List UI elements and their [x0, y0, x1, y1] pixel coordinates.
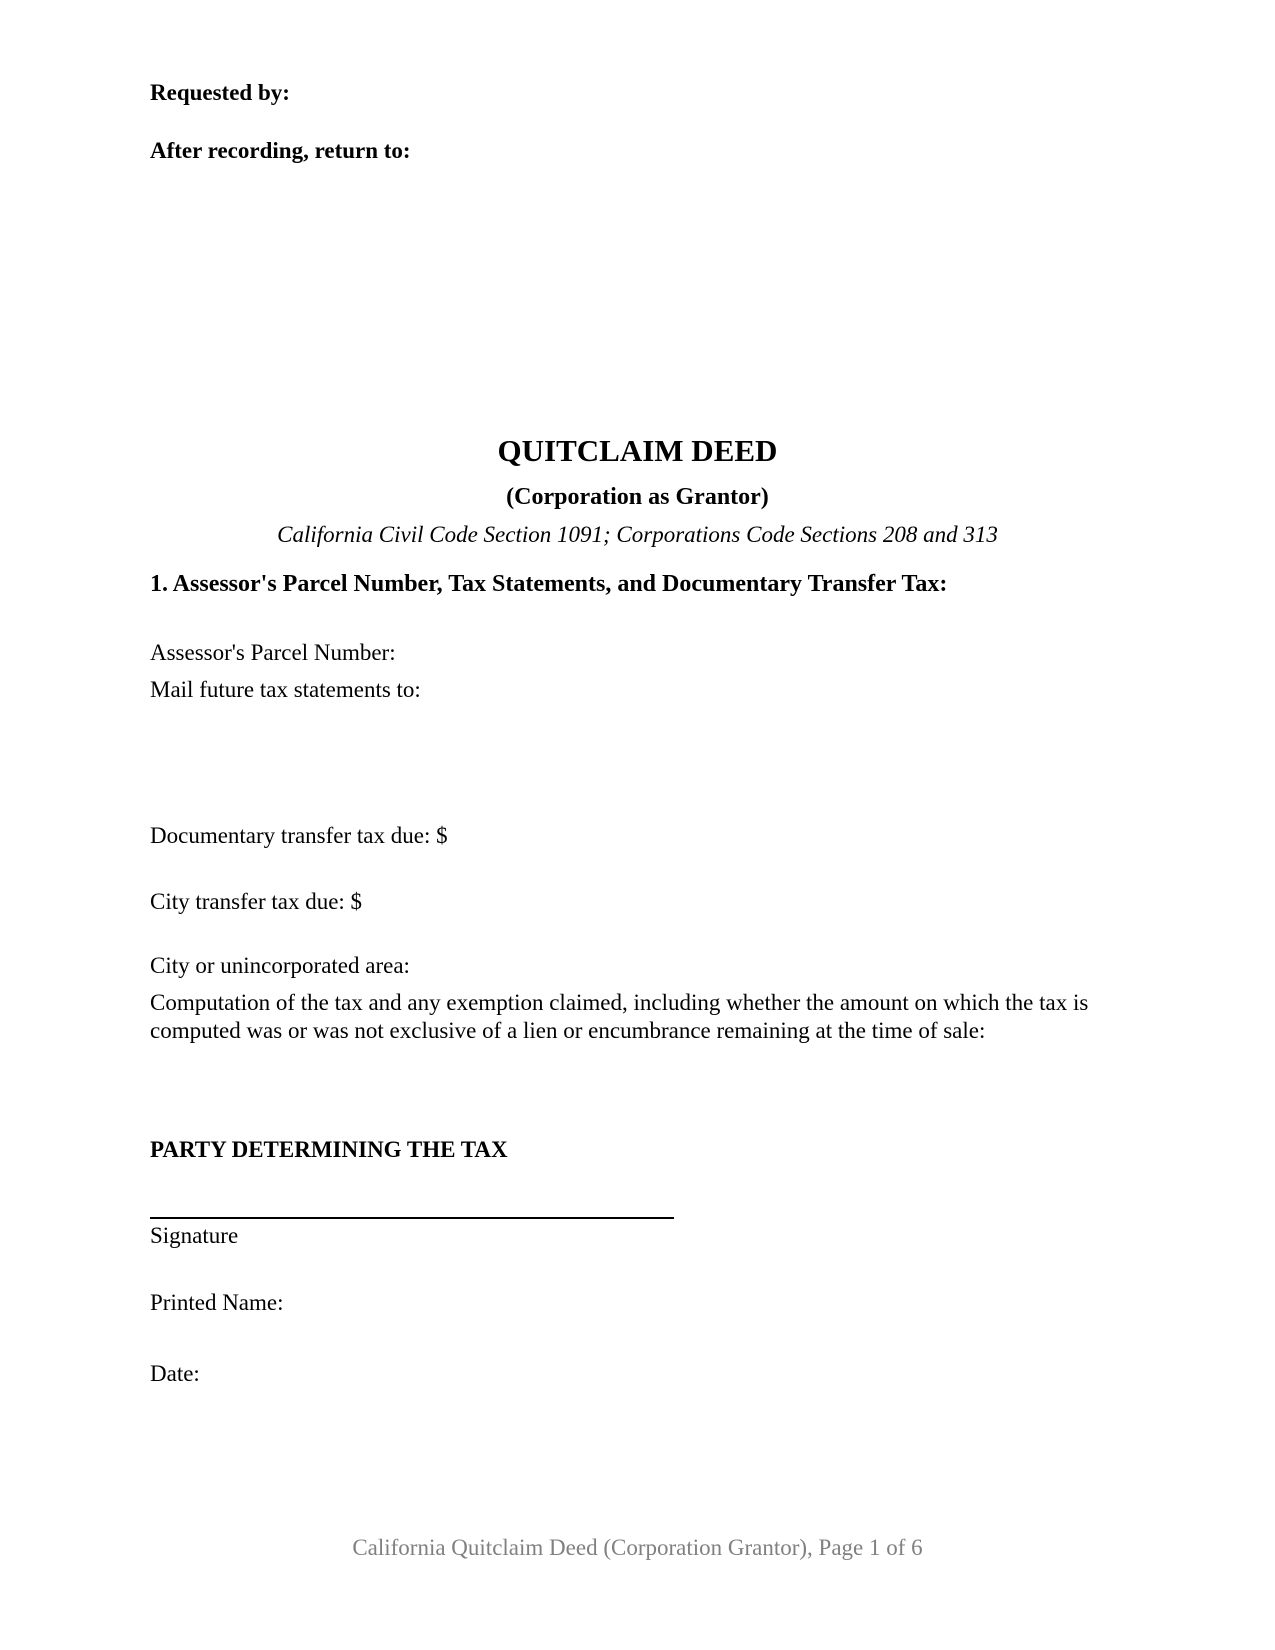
printed-name-label: Printed Name: [150, 1290, 284, 1315]
signature-line [150, 1217, 674, 1219]
document-subtitle: (Corporation as Grantor) [506, 484, 769, 510]
tax-computation-text: Computation of the tax and any exemption claimed, including whether the amount on which the tax is computed was or was not exclusive of a lien or encumbrance remaining at the time of sale: [150, 990, 1089, 1043]
requested-by-label: Requested by: [150, 80, 290, 105]
parcel-number-label: Assessor's Parcel Number: [150, 640, 396, 665]
party-determining-tax-heading: PARTY DETERMINING THE TAX [150, 1137, 508, 1162]
city-transfer-tax-label: City transfer tax due: $ [150, 889, 363, 914]
date-label: Date: [150, 1361, 200, 1386]
return-to-label: After recording, return to: [150, 138, 411, 163]
document-title: QUITCLAIM DEED [497, 433, 778, 468]
documentary-transfer-tax-label: Documentary transfer tax due: $ [150, 823, 448, 848]
page-footer: California Quitclaim Deed (Corporation Grantor), Page 1 of 6 [352, 1535, 923, 1560]
signature-label: Signature [150, 1223, 239, 1248]
city-area-label: City or unincorporated area: [150, 953, 410, 978]
mail-tax-statements-label: Mail future tax statements to: [150, 677, 421, 702]
statute-citation: California Civil Code Section 1091; Corporations Code Sections 208 and 313 [277, 522, 998, 547]
section-1-heading: 1. Assessor's Parcel Number, Tax Statements, and Documentary Transfer Tax: [150, 571, 948, 597]
